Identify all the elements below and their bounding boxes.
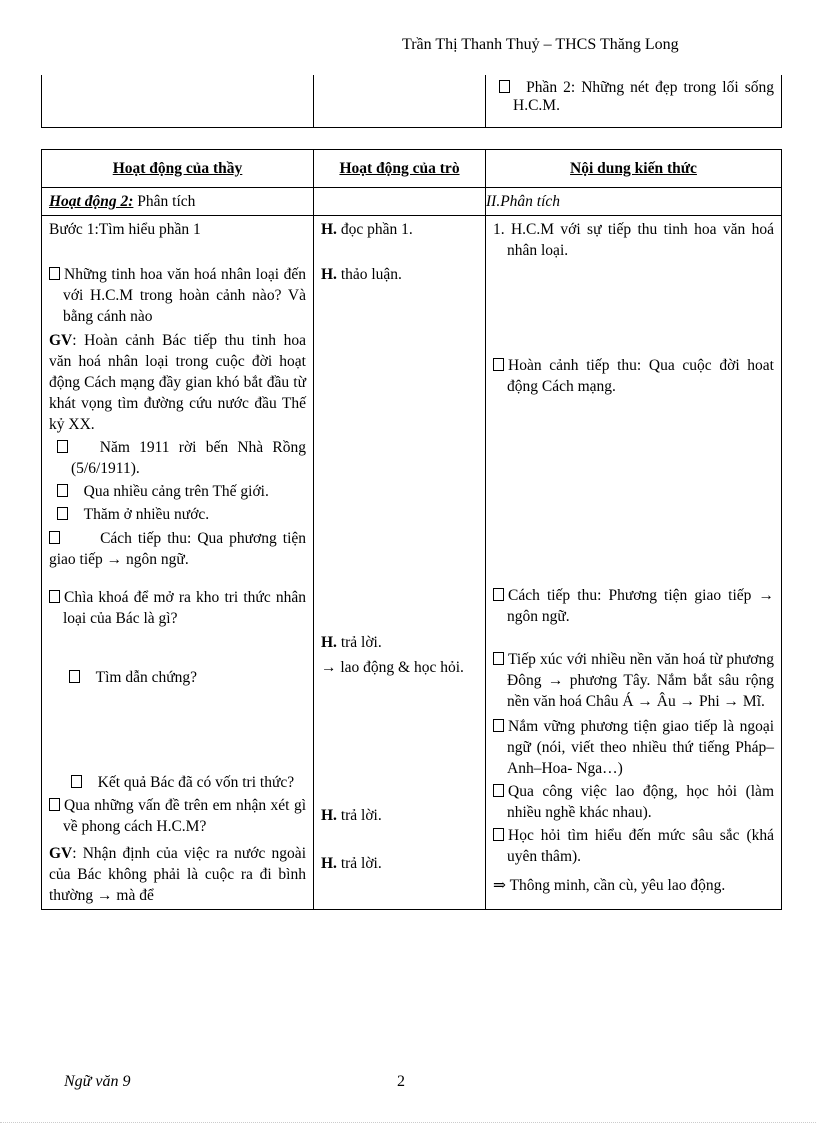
lesson-table [41,149,782,910]
bullet-box-icon [49,267,60,280]
bullet-1: Năm 1911 rời bến Nhà Rồng (5/6/1911). [57,437,306,479]
bullet-4: Cách tiếp thu: Qua phương tiện giao tiếp → ngôn ngữ. [49,530,307,568]
section-content: II.Phân tích [486,188,782,216]
question-4: Kết quả Bác đã có vốn tri thức? [71,772,306,793]
empty-cell [42,75,314,127]
bullet-box-icon [49,590,60,603]
content-conclusion: ⇒ Thông minh, cần cù, yêu lao động. [493,877,726,894]
content-tiepxuc: Tiếp xúc với nhiều nền văn hoá từ phương Đông → phương Tây. Nắm bắt sâu rộng nền văn hoá Châu Á → Âu → Phi → Mĩ. [493,649,774,712]
bullet-2: Qua nhiều cảng trên Thế giới. [57,481,306,502]
header-student: Hoạt động của trò [314,150,486,188]
bullet-box-icon [49,798,60,811]
empty-cell [314,75,486,127]
content-cell: Phần 2: Những nét đẹp trong lối sống H.C.M. [486,75,782,127]
bullet-3: Thăm ở nhiều nước. [57,504,306,525]
student-answer-3: H. trả lời. [321,855,382,872]
bullet-box-icon [49,531,60,544]
knowledge-cell [486,216,782,910]
question-3: Tìm dẫn chứng? [69,667,306,688]
student-answer-1: H. trả lời. [321,634,382,651]
empty-cell [314,188,486,216]
bullet-box-icon [71,775,82,788]
step-label: Bước 1:Tìm hiểu phần 1 [49,221,201,238]
header-content: Nội dung kiến thức [486,150,782,188]
content-namvung: Nắm vững phương tiện giao tiếp là ngoại ngữ (nói, viết theo nhiều thứ tiếng Pháp– Anh–Hoa- Nga…) [493,716,774,779]
bullet-box-icon [493,588,504,601]
bullet-box-icon [57,484,68,497]
bullet-box-icon [493,719,504,732]
student-work: → lao động & học hỏi. [321,659,464,676]
footer-subject: Ngữ văn 9 [64,1073,131,1090]
page-number: 2 [397,1073,405,1090]
bullet-box-icon [493,358,504,371]
bullet-box-icon [499,80,510,93]
question-5: Qua những vấn đề trên em nhận xét gì về phong cách H.C.M? [49,795,306,837]
student-discuss: H. thảo luận. [321,266,402,283]
student-read: H. đọc phần 1. [321,221,413,238]
gv-note-1: GV: Hoàn cảnh Bác tiếp thu tinh hoa văn hoá nhân loại trong cuộc đời hoạt động Cách mạng đầy gian khó bắt đầu từ khát vọng tìm đường cứu nước đầu Thế kỷ XX. [49,332,306,433]
gv-note-2: GV: Nhận định của việc ra nước ngoài của Bác không phải là cuộc ra đi bình thường → mà để [49,845,306,904]
content-hoancanh: Hoàn cảnh tiếp thu: Qua cuộc đời hoat động Cách mạng. [493,355,774,397]
teacher-cell [42,216,314,910]
student-answer-2: H. trả lời. [321,807,382,824]
content-cachtiepthu: Cách tiếp thu: Phương tiện giao tiếp → ngôn ngữ. [493,585,774,627]
question-1: Những tinh hoa văn hoá nhân loại đến với H.C.M trong hoàn cảnh nào? Và bằng cánh nào [49,264,306,327]
header-teacher: Hoạt động của thầy [42,150,314,188]
bullet-box-icon [493,652,504,665]
content-hochoi: Học hỏi tìm hiểu đến mức sâu sắc (khá uyên thâm). [493,825,774,867]
bullet-box-icon [493,828,504,841]
page-header: Trần Thị Thanh Thuỷ – THCS Thăng Long [402,36,679,53]
continued-table [41,75,782,128]
bullet-box-icon [57,507,68,520]
section-title: Hoạt động 2: Phân tích [42,188,314,216]
student-cell [314,216,486,910]
bullet-box-icon [493,784,504,797]
content-congviec: Qua công việc lao động, học hỏi (làm nhiều nghề khác nhau). [493,781,774,823]
bullet-box-icon [57,440,68,453]
bullet-box-icon [69,670,80,683]
question-2: Chìa khoá để mở ra kho tri thức nhân loại của Bác là gì? [49,587,306,629]
content-1: 1. H.C.M với sự tiếp thu tinh hoa văn hoá nhân loại. [493,221,774,259]
